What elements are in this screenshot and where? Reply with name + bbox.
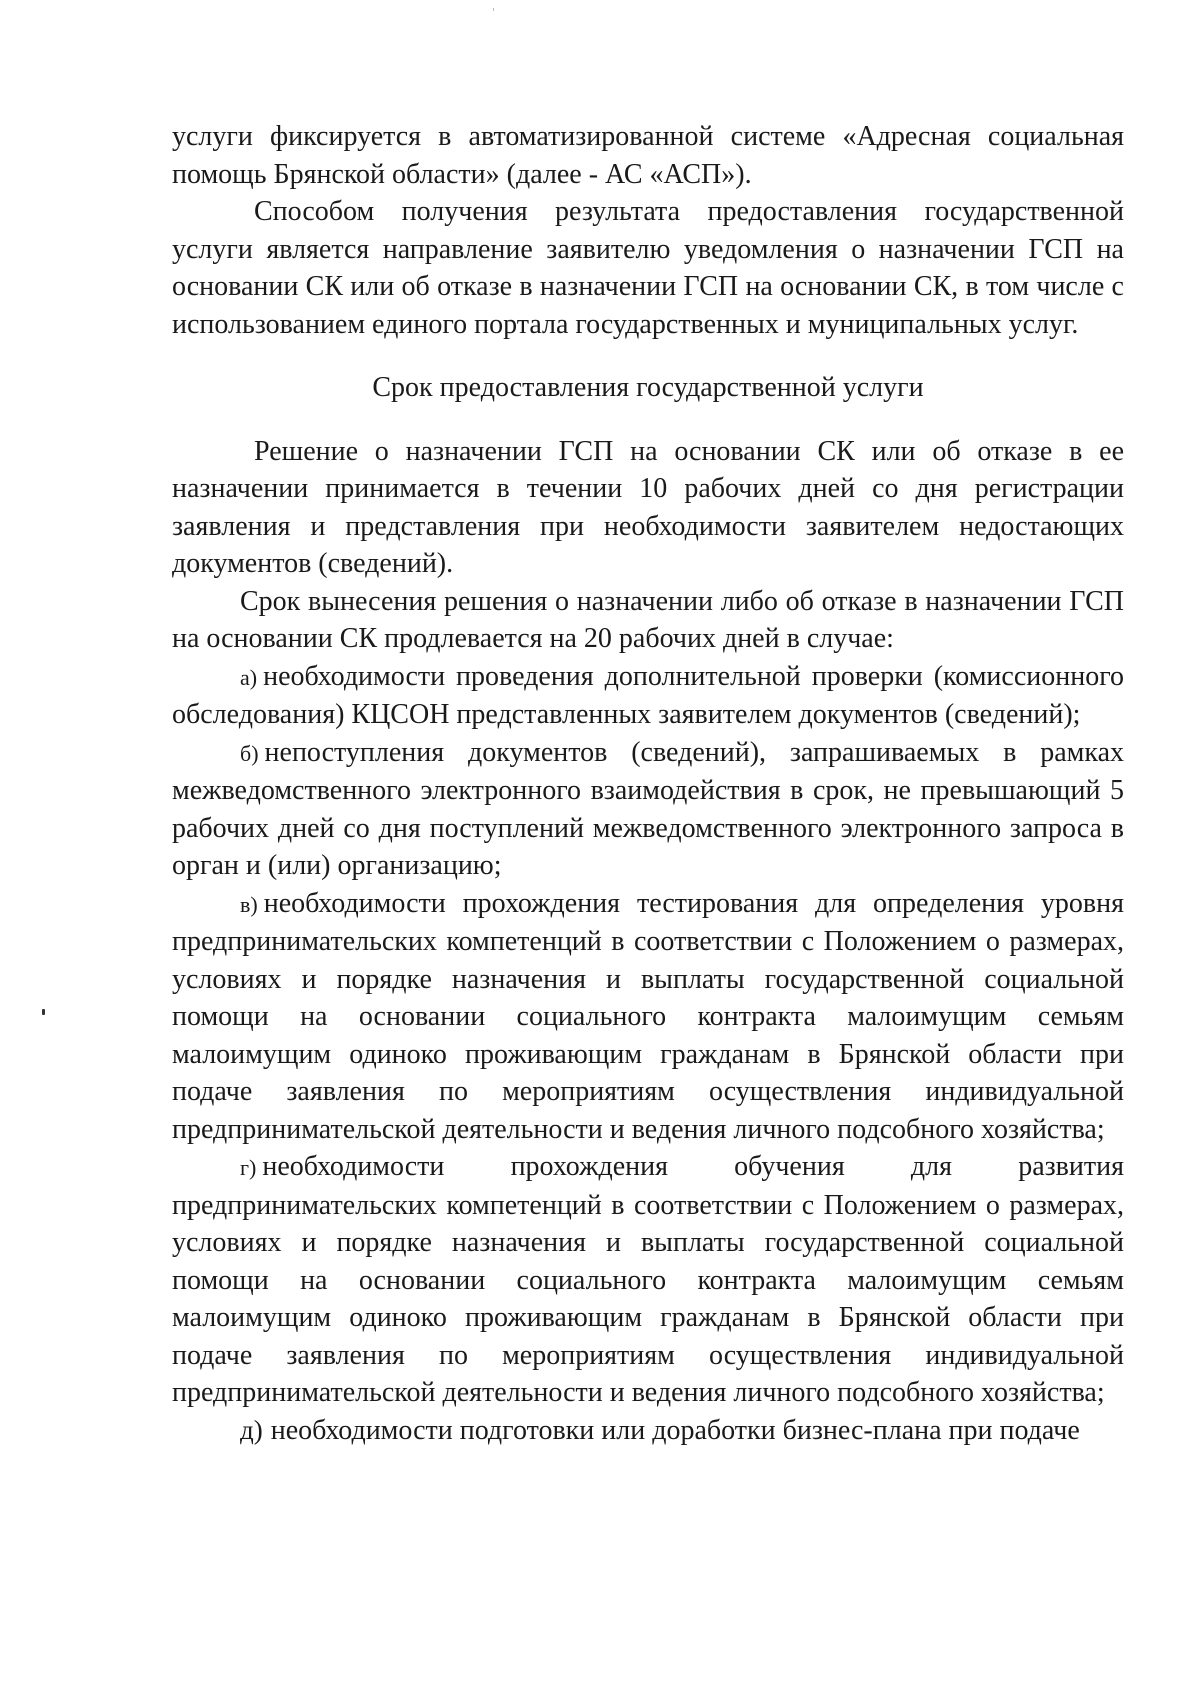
list-marker-g: г)	[240, 1155, 257, 1180]
list-item-v	[172, 885, 1124, 1149]
list-item-g-text: необходимости прохождения обучения для развития предпринимательских компетенций в соответствии с Положением о размерах, условиях и порядке назначения и выплаты государственной социальной помощи на основании социального контракта малоимущим семьям малоимущим одиноко проживающим гражданам в Брянской области при подаче заявления по мероприятиям осуществления индивидуальной предпринимательской деятельности и ведения личного подсобного хозяйства;	[172, 1151, 1124, 1408]
list-item-b-text: непоступления документов (сведений), запрашиваемых в рамках межведомственного электронного взаимодействия в срок, не превышающий 5 рабочих дней со дня поступлений межведомственного электронного запроса в орган и (или) организацию;	[172, 736, 1124, 881]
scan-mark-side	[42, 1009, 45, 1015]
paragraph-result-method: Способом получения результата предоставления государственной услуги является направление заявителю уведомления о назначении ГСП на основании СК или об отказе в назначении ГСП на основании СК, в том числе с использованием единого портала государственных и муниципальных услуг.	[172, 196, 1124, 340]
list-item-d-text: необходимости подготовки или доработки бизнес-плана при подаче	[270, 1414, 1080, 1446]
list-item-v-text: необходимости прохождения тестирования для определения уровня предпринимательских компетенций в соответствии с Положением о размерах, условиях и порядке назначения и выплаты государственной социальной помощи на основании социального контракта малоимущим семьям малоимущим одиноко проживающим гражданам в Брянской области при подаче заявления по мероприятиям осуществления индивидуальной предпринимательской деятельности и ведения личного подсобного хозяйства;	[172, 887, 1124, 1145]
list-item-d	[172, 1412, 1124, 1450]
paragraph-continuation: услуги фиксируется в автоматизированной системе «Адресная социальная помощь Брянской области» (далее - АС «АСП»).	[172, 121, 1124, 190]
paragraph-decision-term: Решение о назначении ГСП на основании СК или об отказе в ее назначении принимается в течении 10 рабочих дней со дня регистрации заявления и представления при необходимости заявителем недостающих документов (сведений).	[172, 435, 1124, 579]
list-item-g	[172, 1148, 1124, 1412]
list-marker-a: а)	[240, 664, 258, 690]
list-marker-v: в)	[240, 891, 258, 917]
list-item-a-text: необходимости проведения дополнительной проверки (комиссионного обследования) КЦСОН представленных заявителем документов (сведений);	[172, 660, 1124, 730]
list-marker-d: д)	[240, 1414, 263, 1445]
list-item-a	[172, 658, 1124, 734]
section-heading: Срок предоставления государственной услуги	[372, 372, 924, 403]
list-marker-b: б)	[240, 740, 259, 766]
document-body	[172, 118, 1124, 1449]
paragraph-term-extension: Срок вынесения решения о назначении либо об отказе в назначении ГСП на основании СК продлевается на 20 рабочих дней в случае:	[172, 585, 1124, 654]
scan-mark-top	[493, 8, 494, 11]
list-item-b	[172, 734, 1124, 885]
